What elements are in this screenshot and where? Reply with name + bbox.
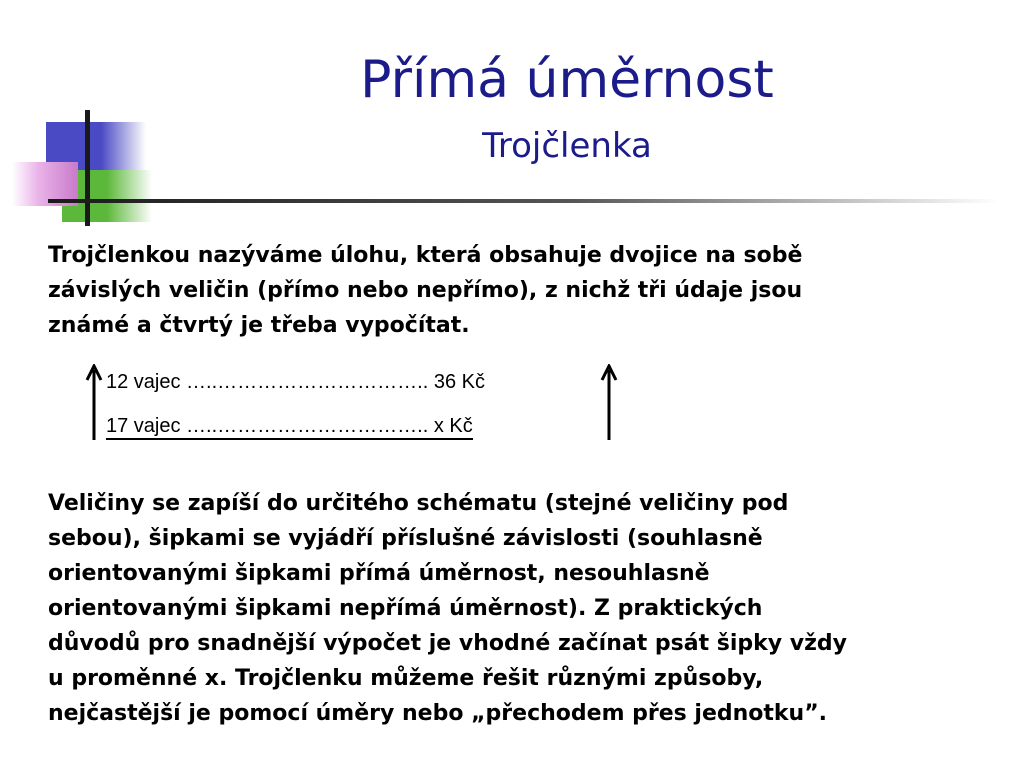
definition-line: Trojčlenkou nazýváme úlohu, která obsahuje dvojice na sobě xyxy=(48,243,803,268)
explanation-line: důvodů pro snadnější výpočet je vhodné začínat psát šipky vždy xyxy=(48,631,848,656)
definition-line: známé a čtvrtý je třeba vypočítat. xyxy=(48,313,470,338)
explanation-line: Veličiny se zapíší do určitého schématu (stejné veličiny pod xyxy=(48,491,789,516)
scheme-row-unknown: 17 vajec …..………………………….. x Kč xyxy=(106,414,473,440)
vertical-rule xyxy=(85,110,90,226)
explanation-line: orientovanými šipkami nepřímá úměrnost). Z praktických xyxy=(48,596,763,621)
explanation-line: sebou), šipkami se vyjádří příslušné závislosti (souhlasně xyxy=(48,526,763,551)
slide-title: Přímá úměrnost xyxy=(360,50,774,110)
up-arrow-icon xyxy=(84,364,104,440)
horizontal-rule xyxy=(48,199,998,203)
definition-line: závislých veličin (přímo nebo nepřímo), z nichž tři údaje jsou xyxy=(48,278,803,303)
scheme-row-known: 12 vajec …..………………………….. 36 Kč xyxy=(106,371,485,393)
explanation-line: nejčastější je pomocí úměry nebo „přechodem přes jednotku”. xyxy=(48,701,828,726)
proportion-scheme xyxy=(80,360,640,444)
decorative-squares xyxy=(0,0,1024,230)
up-arrow-icon xyxy=(599,364,619,440)
explanation-line: u proměnné x. Trojčlenku můžeme řešit různými způsoby, xyxy=(48,666,764,691)
definition-paragraph xyxy=(48,238,988,343)
explanation-line: orientovanými šipkami přímá úměrnost, nesouhlasně xyxy=(48,561,710,586)
explanation-paragraph xyxy=(48,486,1008,731)
slide-subtitle: Trojčlenka xyxy=(482,126,652,166)
